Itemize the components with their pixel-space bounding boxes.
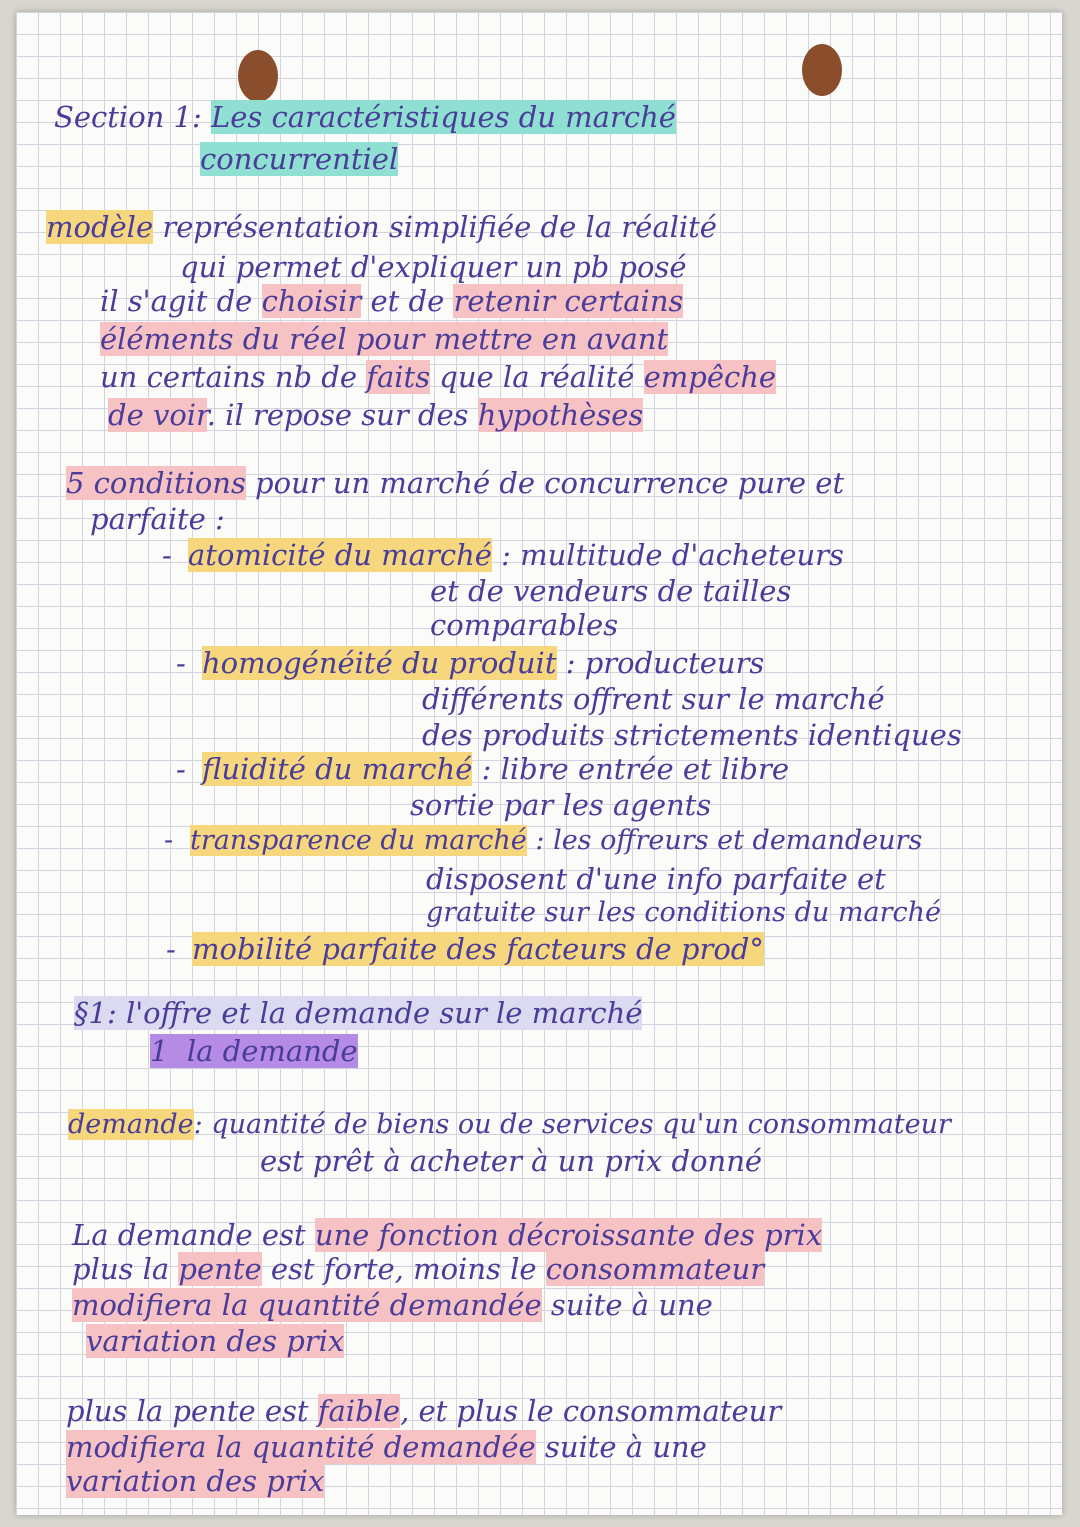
modele-hl-retenir: retenir certains <box>453 284 684 318</box>
modele-hl-voir: de voir <box>108 398 207 432</box>
demande-def-line1 <box>68 1108 951 1142</box>
modele-hl-elements: éléments du réel pour mettre en avant <box>100 322 669 356</box>
para2-hl-modifiera: modifiera la quantité demandée <box>66 1430 536 1464</box>
condition-desc: différents offrent sur le marché <box>422 682 885 716</box>
modele-text-2: qui permet d'expliquer un pb posé <box>180 250 687 284</box>
condition-desc: gratuite sur les conditions du marché <box>426 897 941 928</box>
condition-desc: sortie par les agents <box>410 788 712 822</box>
section-label: Section 1: <box>54 100 211 134</box>
section-title-highlight-2: concurrentiel <box>200 142 399 176</box>
section-title-line2 <box>200 142 398 176</box>
modele-line5 <box>100 360 776 394</box>
modele-text-5a: un certains nb de <box>100 360 367 394</box>
condition-item-4: - transparence du marché : les offreurs et demandeurs <box>164 825 923 856</box>
conditions-intro-line2 <box>90 502 225 536</box>
para1-text-2b: est forte, moins le <box>261 1252 546 1286</box>
demande-def-text: : quantité de biens ou de services qu'un consommateur <box>193 1109 951 1140</box>
subsection-label: la demande <box>186 1034 358 1068</box>
para1-line4 <box>86 1324 344 1358</box>
para2-line2 <box>66 1430 707 1464</box>
para1-text: La demande est <box>72 1218 315 1252</box>
condition-item-2: - homogénéité du produit : producteurs <box>176 646 765 680</box>
condition-desc: comparables <box>430 608 619 642</box>
para1-hl-pente: pente <box>178 1252 262 1286</box>
condition-item-4-cont <box>426 862 886 896</box>
modele-term: modèle <box>46 210 154 244</box>
condition-desc: : les offreurs et demandeurs <box>535 825 923 856</box>
subsection-title <box>74 996 642 1030</box>
demande-def-line2 <box>260 1144 762 1178</box>
para1-hl-consommateur: consommateur <box>545 1252 765 1286</box>
condition-term: fluidité du marché <box>202 752 473 786</box>
subsection-title-text: §1: l'offre et la demande sur le marché <box>74 996 643 1030</box>
para1-line2 <box>72 1252 764 1286</box>
demande-term: demande <box>68 1109 194 1140</box>
condition-item-2-cont2 <box>422 718 962 752</box>
section-title-line1 <box>54 100 676 134</box>
modele-hl-hypotheses: hypothèses <box>477 398 644 432</box>
condition-item-4-cont2 <box>426 896 941 930</box>
subsection-sub-highlight <box>150 1034 358 1068</box>
modele-line6 <box>108 398 643 432</box>
para1-line1 <box>72 1218 822 1252</box>
modele-text-6a: . il repose sur des <box>206 398 478 432</box>
para1-hl-fonction: une fonction décroissante des prix <box>314 1218 823 1252</box>
condition-item-1: - atomicité du marché : multitude d'acheteurs <box>162 538 844 572</box>
binder-hole-right <box>802 44 842 96</box>
para1-hl-variation: variation des prix <box>86 1324 345 1358</box>
para2-line1 <box>66 1394 781 1428</box>
condition-desc: et de vendeurs de tailles <box>430 574 792 608</box>
condition-desc: des produits strictements identiques <box>422 718 962 752</box>
binder-hole-left <box>238 50 278 102</box>
condition-item-1-cont <box>430 574 791 608</box>
para1-text-3: suite à une <box>541 1288 713 1322</box>
notebook-page <box>16 12 1062 1515</box>
modele-text-3b: et de <box>361 284 454 318</box>
condition-desc: disposent d'une info parfaite et <box>426 862 886 896</box>
condition-term: transparence du marché <box>190 825 527 856</box>
modele-hl-choisir: choisir <box>261 284 362 318</box>
para1-text-2a: plus la <box>72 1252 179 1286</box>
condition-desc: : multitude d'acheteurs <box>501 538 844 572</box>
section-title-highlight: Les caractéristiques du marché <box>211 100 676 134</box>
subsection-number: 1 <box>150 1034 169 1068</box>
condition-item-5: - mobilité parfaite des facteurs de prod° <box>166 932 764 966</box>
condition-item-3: - fluidité du marché : libre entrée et libre <box>176 752 790 786</box>
modele-hl-faits: faits <box>366 360 431 394</box>
para1-line3 <box>72 1288 713 1322</box>
condition-term: mobilité parfaite des facteurs de prod° <box>192 932 764 966</box>
para2-text: plus la pente est <box>66 1394 318 1428</box>
condition-desc: : libre entrée et libre <box>481 752 790 786</box>
para2-hl-faible: faible <box>317 1394 401 1428</box>
para2-line3 <box>66 1464 324 1498</box>
condition-item-2-cont <box>422 682 885 716</box>
modele-text-1: représentation simplifiée de la réalité <box>162 210 717 244</box>
modele-line2 <box>180 250 687 284</box>
modele-line1 <box>46 210 717 244</box>
conditions-intro-line1 <box>66 466 844 500</box>
para2-hl-variation: variation des prix <box>66 1464 325 1498</box>
para1-hl-modifiera: modifiera la quantité demandée <box>72 1288 542 1322</box>
condition-term: homogénéité du produit <box>202 646 557 680</box>
modele-line4 <box>100 322 668 356</box>
modele-hl-empeche: empêche <box>643 360 777 394</box>
modele-text-5b: que la réalité <box>430 360 644 394</box>
conditions-intro-text: pour un marché de concurrence pure et <box>245 466 845 500</box>
condition-item-3-cont <box>410 788 711 822</box>
condition-term: atomicité du marché <box>188 538 492 572</box>
demande-def-text-2: est prêt à acheter à un prix donné <box>260 1144 763 1178</box>
modele-line3 <box>100 284 683 318</box>
modele-text-3a: il s'agit de <box>100 284 262 318</box>
para2-text-b: , et plus le consommateur <box>400 1394 782 1428</box>
condition-item-1-cont2 <box>430 608 618 642</box>
condition-desc: : producteurs <box>565 646 765 680</box>
subsection-sub <box>150 1034 358 1068</box>
conditions-count-hl: 5 conditions <box>66 466 246 500</box>
conditions-intro-text-2: parfaite : <box>90 502 225 536</box>
para2-text-2: suite à une <box>535 1430 707 1464</box>
